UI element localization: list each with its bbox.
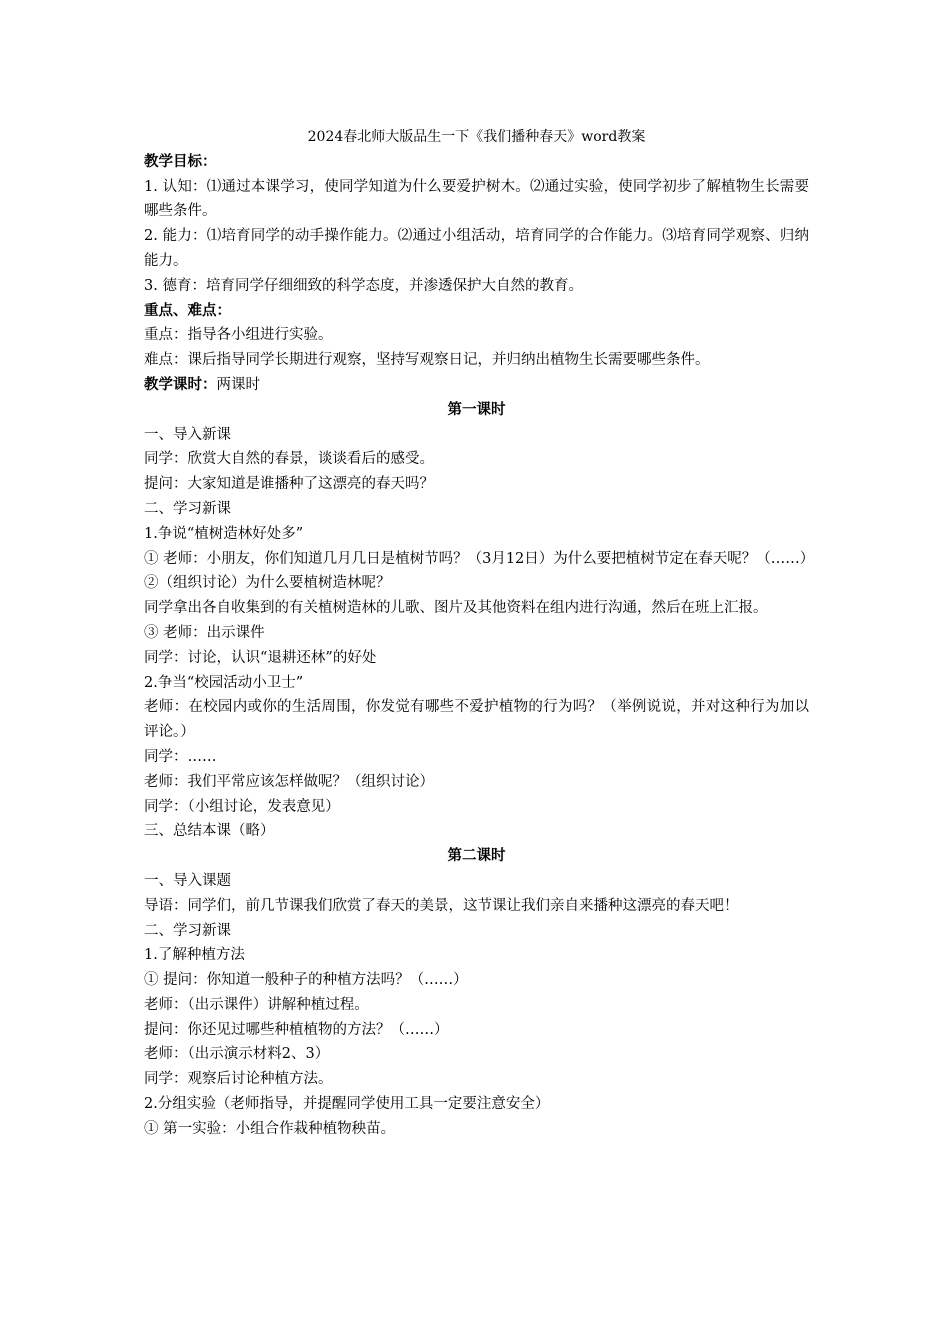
teaching-hours-value: 两课时	[216, 376, 260, 393]
lesson2-line: 老师：（出示课件）讲解种植过程。	[144, 996, 369, 1013]
goal-ability: 2. 能力：⑴培育同学的动手操作能力。⑵通过小组活动，培育同学的合作能力。⑶培育同学观察、归纳能力。	[144, 228, 809, 269]
document-page	[144, 125, 815, 1142]
lesson2-section-intro: 一、导入课题	[144, 872, 231, 889]
lesson2-line: 导语：同学们，前几节课我们欣赏了春天的美景，这节课让我们亲自来播种这漂亮的春天吧！	[144, 897, 739, 914]
lesson1-line: 同学：讨论，认识“退耕还林”的好处	[144, 649, 377, 666]
lesson1-heading: 第一课时	[447, 400, 506, 418]
lesson1-line: 同学：欣赏大自然的春景，谈谈看后的感受。	[144, 451, 434, 468]
document-title: 2024春北师大版品生一下《我们播种春天》word教案	[307, 129, 646, 145]
lesson1-line: ③ 老师：出示课件	[144, 624, 265, 641]
lesson2-line: ① 提问：你知道一般种子的种植方法吗？（……）	[144, 972, 468, 989]
difficult-point: 难点：课后指导同学长期进行观察，坚持写观察日记，并归纳出植物生长需要哪些条件。	[144, 352, 710, 369]
lesson2-section-new: 二、学习新课	[144, 922, 231, 939]
key-point: 重点：指导各小组进行实验。	[144, 327, 333, 344]
goal-cognitive: 1. 认知：⑴通过本课学习，使同学知道为什么要爱护树木。⑵通过实验，使同学初步了解植物生长需要哪些条件。	[144, 178, 809, 220]
key-heading: 重点、难点：	[144, 301, 231, 319]
lesson1-line: 同学：……	[144, 748, 217, 765]
lesson1-line: ②（组织讨论）为什么要植树造林呢？	[144, 575, 391, 592]
lesson2-heading: 第二课时	[447, 847, 506, 865]
teaching-hours-label: 教学课时：	[144, 375, 217, 393]
goal-moral: 3. 德育：培育同学仔细细致的科学态度，并渗透保护大自然的教育。	[144, 277, 583, 294]
lesson1-line: ① 老师：小朋友，你们知道几月几日是植树节吗？（3月12日）为什么要把植树节定在春天呢？（……）	[144, 550, 815, 567]
lesson1-section-new: 二、学习新课	[144, 500, 231, 517]
goals-heading: 教学目标：	[144, 152, 217, 170]
lesson2-line: 老师：（出示演示材料2、3）	[144, 1046, 330, 1063]
lesson1-line: 提问：大家知道是谁播种了这漂亮的春天吗？	[144, 476, 434, 493]
lesson1-line: 同学拿出各自收集到的有关植树造林的儿歌、图片及其他资料在组内进行沟通，然后在班上汇报。	[144, 600, 768, 617]
lesson1-line: 2.争当“校园活动小卫士”	[144, 674, 304, 691]
lesson1-line: 1.争说“植树造林好处多”	[144, 525, 304, 542]
lesson1-line: 老师：在校园内或你的生活周围，你发觉有哪些不爱护植物的行为吗？（举例说说，并对这种行为加以评论。）	[144, 699, 809, 741]
lesson2-line: 2.分组实验（老师指导，并提醒同学使用工具一定要注意安全）	[144, 1096, 550, 1113]
lesson1-section-summary: 三、总结本课（略）	[144, 823, 275, 840]
lesson2-line: ① 第一实验：小组合作栽种植物秧苗。	[144, 1120, 396, 1137]
teaching-hours	[144, 373, 809, 398]
lesson1-line: 同学：（小组讨论，发表意见）	[144, 798, 340, 815]
lesson1-section-intro: 一、导入新课	[144, 426, 231, 443]
lesson2-line: 1.了解种植方法	[144, 947, 245, 964]
lesson2-line: 提问：你还见过哪些种植植物的方法？（……）	[144, 1021, 449, 1038]
lesson1-line: 老师：我们平常应该怎样做呢？（组织讨论）	[144, 773, 434, 790]
lesson2-line: 同学：观察后讨论种植方法。	[144, 1071, 333, 1088]
